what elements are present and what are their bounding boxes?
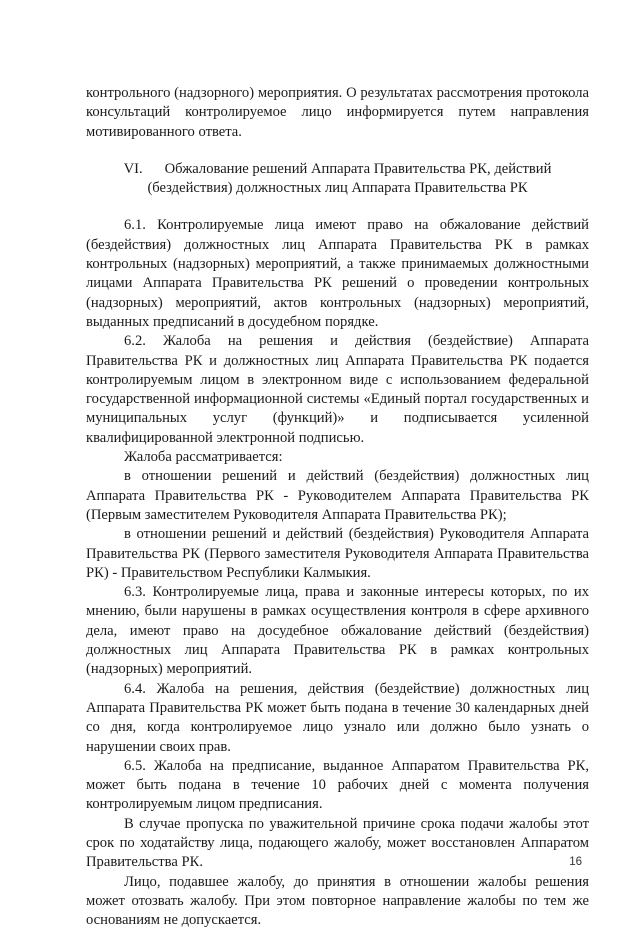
paragraph-officials-complaint: в отношении решений и действий (бездействия) должностных лиц Аппарата Правительства РК - Руководителем Аппарата Правительства РК (Первым заместителем Руководителя Аппарата Правительства РК); [86, 468, 589, 523]
page-number: 16 [569, 856, 582, 868]
paragraph-6-2: 6.2. Жалоба на решения и действия (бездействие) Аппарата Правительства РК и должностных лиц Аппарата Правительства РК подается контролируемым лицом в электронном виде с использованием федеральной государственной информационной системы «Единый портал государственных и муниципальных услуг (функций)» и подписывается усиленной квалифицированной электронной подписью. [86, 333, 589, 446]
section-heading-line-1 [86, 160, 589, 179]
section-heading [86, 160, 589, 199]
section-number: VI. [123, 160, 143, 177]
page-body [86, 84, 589, 930]
paragraph-withdraw-complaint: Лицо, подавшее жалобу, до принятия в отношении жалобы решения может отозвать жалобу. При этом повторное направление жалобы по тем же основаниям не допускается. [86, 873, 589, 929]
paragraph-6-1: 6.1. Контролируемые лица имеют право на обжалование действий (бездействия) должностных лиц Аппарата Правительства РК в рамках контрольных (надзорных) мероприятий, а также принимаемых должностными лицами Аппарата Правительства РК решений о проведении контрольных (надзорных) мероприятий, актов контрольных (надзорных) мероприятий, выданных предписаний в досудебном порядке. [86, 217, 589, 330]
section-title-line-2: (бездействия) должностных лиц Аппарата Правительства РК [147, 180, 528, 197]
paragraph-head-complaint: в отношении решений и действий (бездействия) Руководителя Аппарата Правительства РК (Первого заместителя Руководителя Аппарата Правительства РК) - Правительством Республики Калмыкия. [86, 526, 589, 581]
paragraph-6-4: 6.4. Жалоба на решения, действия (бездействие) должностных лиц Аппарата Правительства РК может быть подана в течение 30 календарных дней со дня, когда контролируемое лицо узнало или должно было узнать о нарушении своих прав. [86, 680, 589, 755]
paragraph-6-5: 6.5. Жалоба на предписание, выданное Аппаратом Правительства РК, может быть подана в течение 10 рабочих дней с момента получения контролируемым лицом предписания. [86, 757, 589, 813]
paragraph-deadline-restore: В случае пропуска по уважительной причине срока подачи жалобы этот срок по ходатайству лица, подающего жалобу, может восстановлен Аппаратом Правительства РК. [86, 815, 589, 871]
paragraph-complaint-considered: Жалоба рассматривается: [124, 449, 283, 466]
paragraph-6-3: 6.3. Контролируемые лица, права и законные интересы которых, по их мнению, были нарушены в рамках осуществления контроля в сфере архивного дела, имеют право на досудебное обжалование действий (бездействия) должностных лиц Аппарата Правительства РК в рамках контрольных (надзорных) мероприятий. [86, 584, 589, 678]
intro-paragraph: контрольного (надзорного) мероприятия. О результатах рассмотрения протокола консультаций контролируемое лицо информируется путем направления мотивированного ответа. [86, 85, 589, 140]
section-title-line-1: Обжалование решений Аппарата Правительства РК, действий [164, 160, 552, 177]
